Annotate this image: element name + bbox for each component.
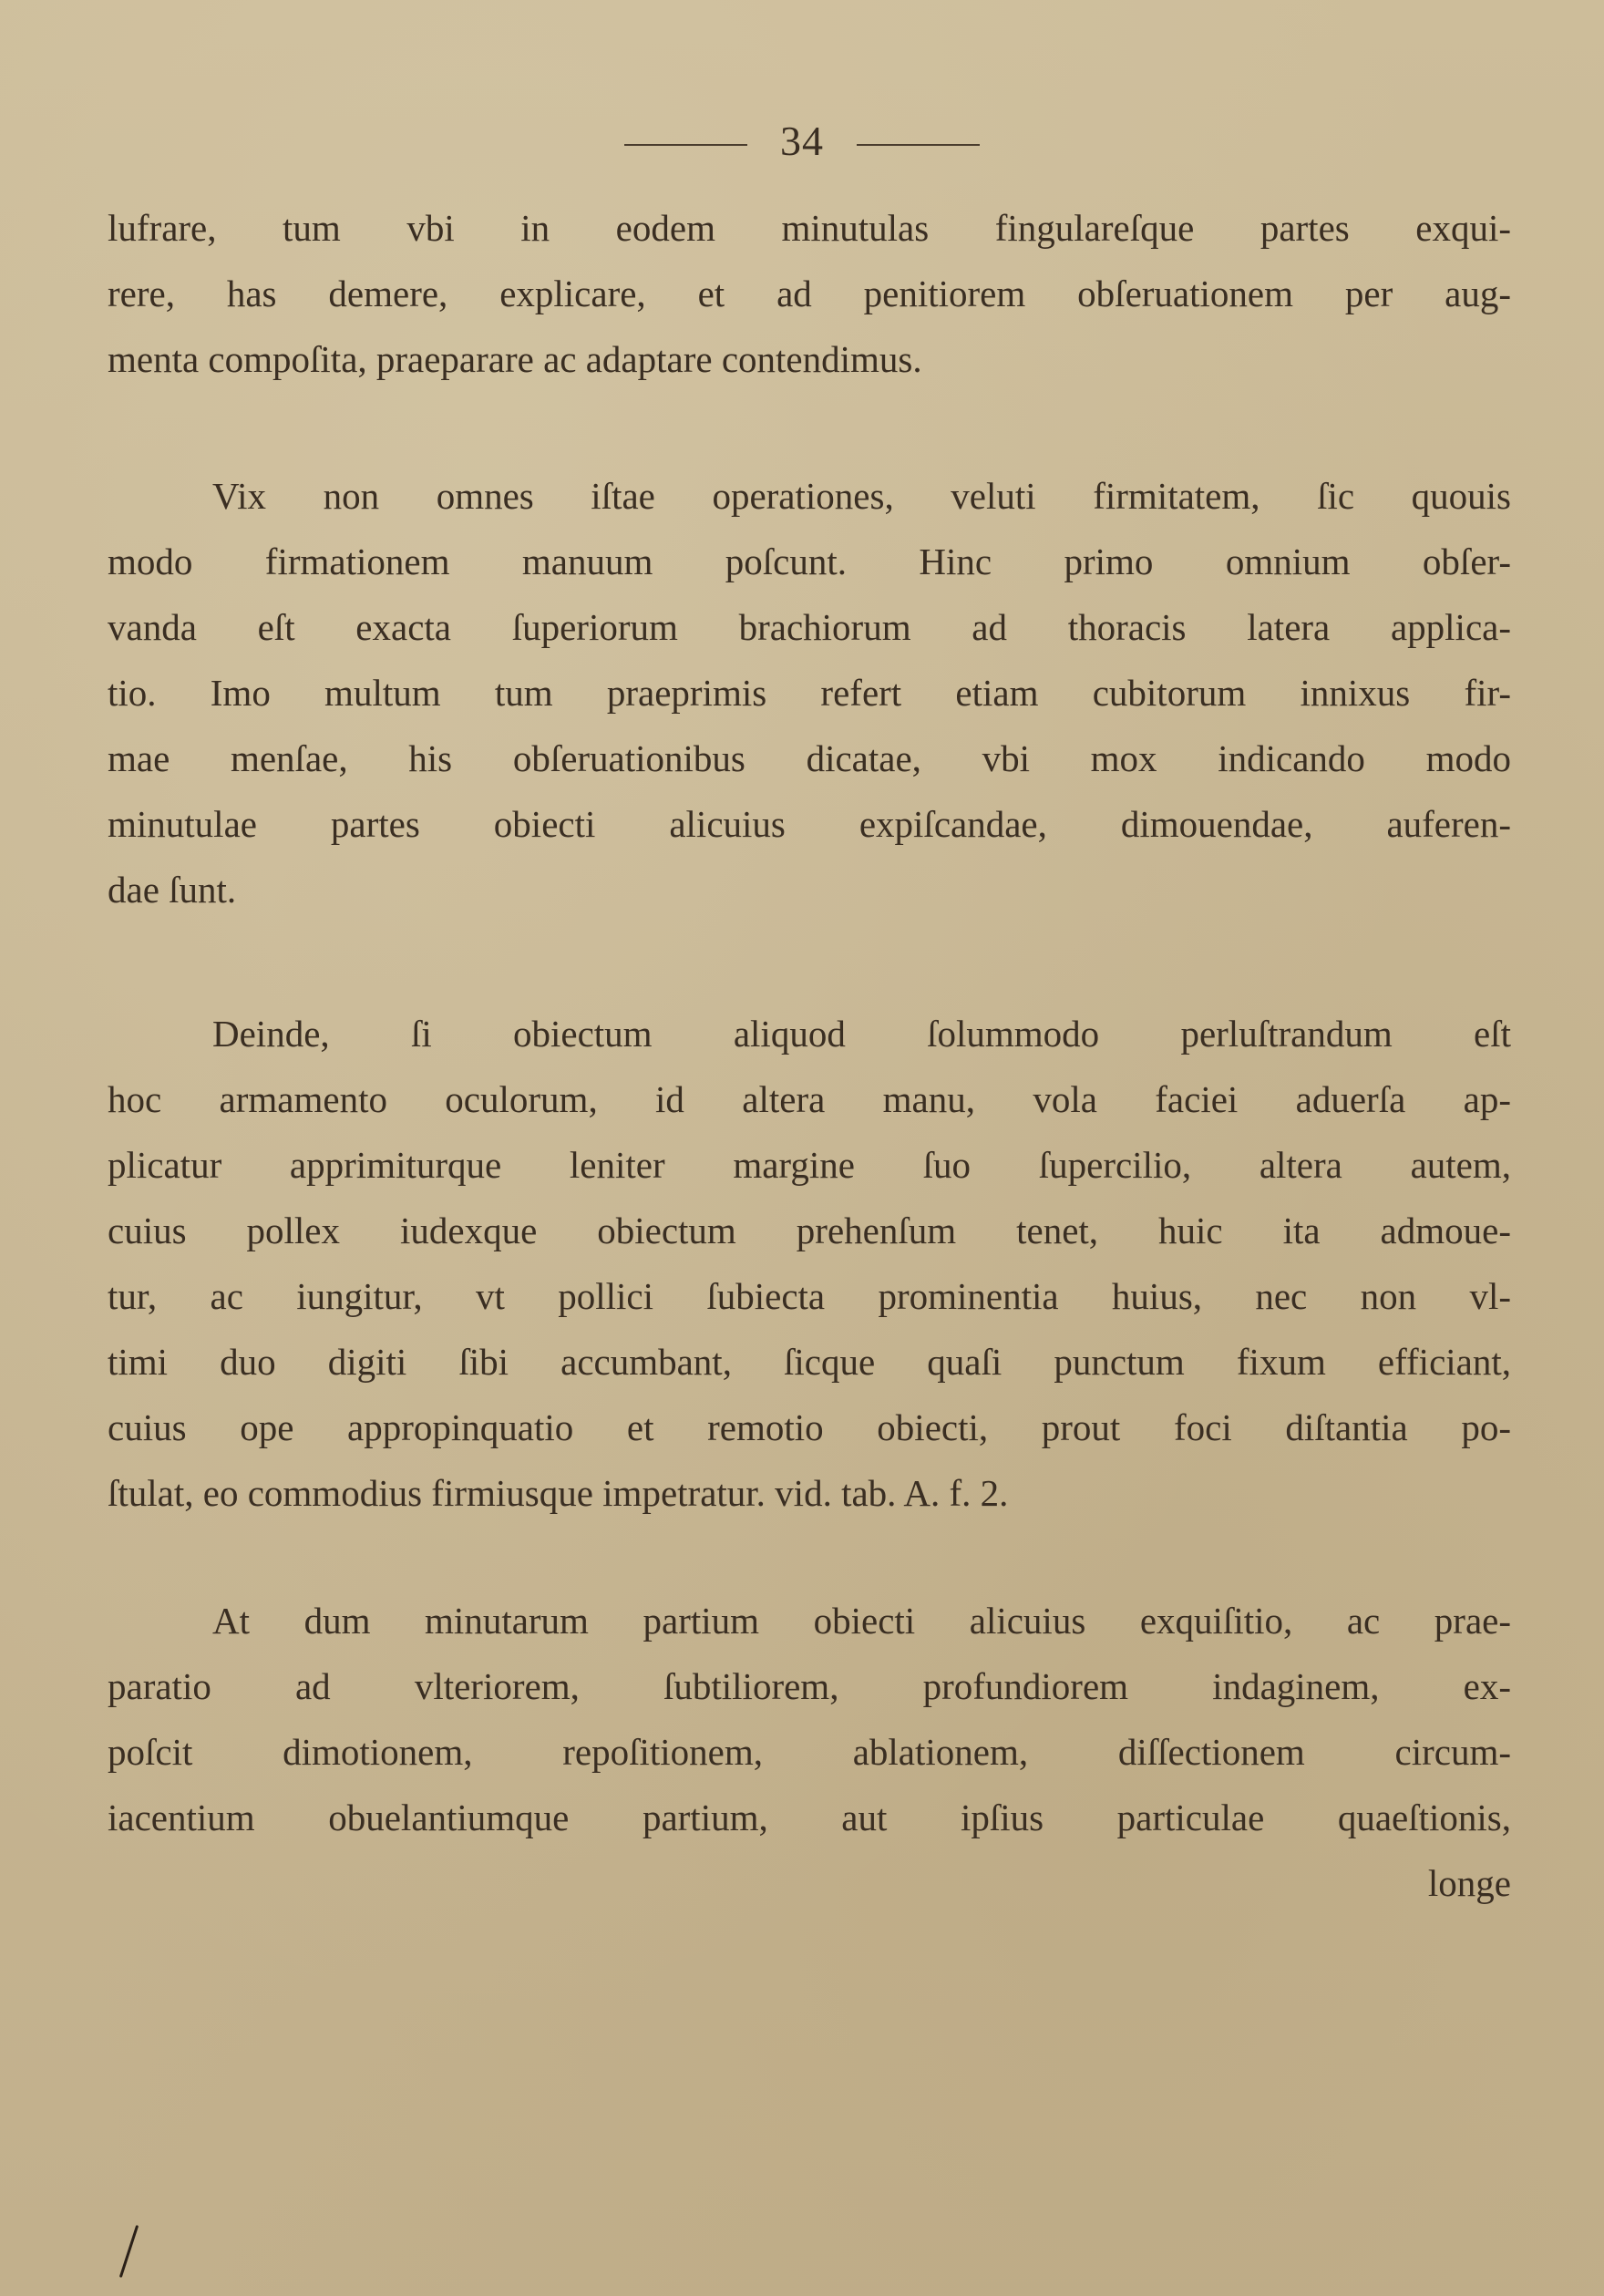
text-line: modo firmationem manuum poſcunt. Hinc primo omnium obſer- <box>108 541 1511 582</box>
text-line: menta compoſita, praeparare ac adaptare contendimus. <box>108 338 922 380</box>
text-line: Vix non omnes iſtae operationes, veluti firmitatem, ſic quouis <box>212 475 1511 517</box>
paragraph-4 <box>108 1588 1511 1916</box>
text-line: tio. Imo multum tum praeprimis refert etiam cubitorum innixus fir- <box>108 672 1511 714</box>
text-line: lufrare, tum vbi in eodem minutulas fingulareſque partes exqui- <box>108 207 1511 249</box>
text-line: tur, ac iungitur, vt pollici ſubiecta prominentia huius, nec non vl- <box>108 1275 1511 1317</box>
text-line: iacentium obuelantiumque partium, aut ipſius particulae quaeſtionis, <box>108 1797 1511 1838</box>
page-header <box>0 117 1604 165</box>
text-line: paratio ad vlteriorem, ſubtiliorem, profundiorem indaginem, ex- <box>108 1665 1511 1707</box>
text-line: minutulae partes obiecti alicuius expiſcandae, dimouendae, auferen- <box>108 803 1511 845</box>
text-line: ſtulat, eo commodius firmiusque impetratur. vid. tab. A. f. 2. <box>108 1472 1009 1514</box>
text-line: plicatur apprimiturque leniter margine ſuo ſupercilio, altera autem, <box>108 1144 1511 1186</box>
text-line: Deinde, ſi obiectum aliquod ſolummodo perluſtrandum eſt <box>212 1013 1511 1055</box>
catchword: longe <box>1427 1862 1511 1904</box>
text-line: vanda eſt exacta ſuperiorum brachiorum ad thoracis latera applica- <box>108 606 1511 648</box>
page-number: 34 <box>780 118 824 164</box>
text-line: hoc armamento oculorum, id altera manu, vola faciei aduerſa ap- <box>108 1078 1511 1120</box>
text-line: mae menſae, his obſeruationibus dicatae, vbi mox indicando modo <box>108 737 1511 779</box>
header-rule-right <box>857 144 980 146</box>
ink-mark <box>119 2225 139 2278</box>
paragraph-3 <box>108 1001 1511 1526</box>
text-line: cuius ope appropinquatio et remotio obiecti, prout foci diſtantia po- <box>108 1406 1511 1448</box>
text-line: timi duo digiti ſibi accumbant, ſicque quaſi punctum fixum efficiant, <box>108 1341 1511 1383</box>
text-line: rere, has demere, explicare, et ad penitiorem obſeruationem per aug- <box>108 273 1511 314</box>
paragraph-1 <box>108 195 1511 392</box>
text-line: poſcit dimotionem, repoſitionem, ablationem, diſſectionem circum- <box>108 1731 1511 1773</box>
text-line: cuius pollex iudexque obiectum prehenſum tenet, huic ita admoue- <box>108 1210 1511 1251</box>
paragraph-2 <box>108 463 1511 922</box>
header-rule-left <box>624 144 747 146</box>
text-line: At dum minutarum partium obiecti alicuius exquiſitio, ac prae- <box>212 1600 1511 1642</box>
text-line: dae ſunt. <box>108 869 237 911</box>
